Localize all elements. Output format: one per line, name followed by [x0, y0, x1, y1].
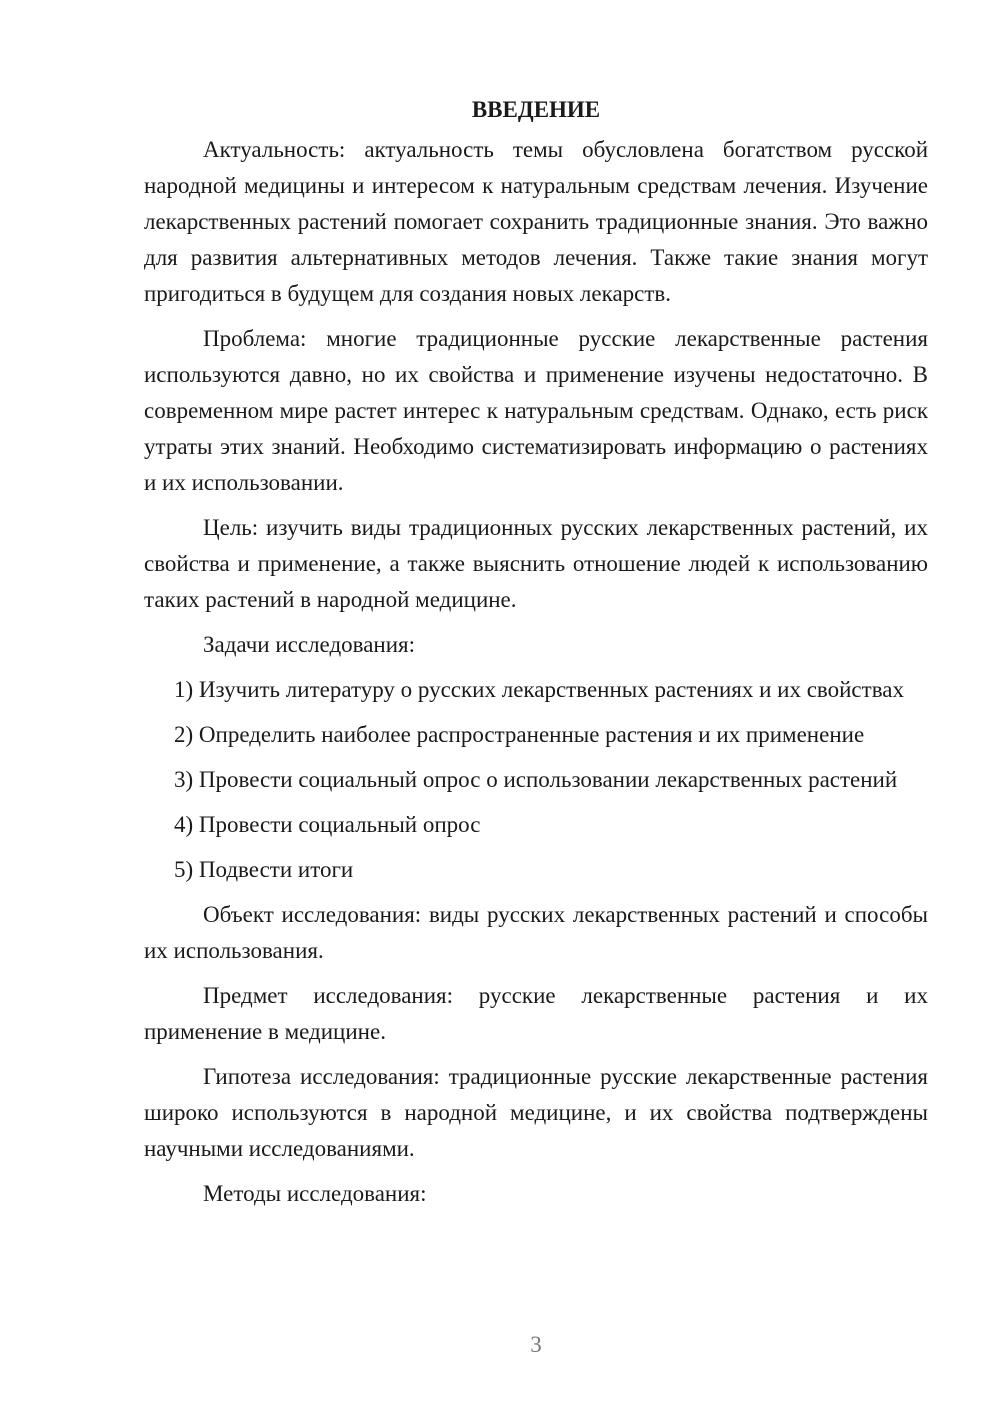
page-number: 3 — [530, 1332, 542, 1357]
task-item-5: 5) Подвести итоги — [174, 857, 354, 882]
page-content — [144, 92, 928, 1221]
paragraph-tasks-heading: Задачи исследования: — [203, 632, 416, 657]
task-item-4: 4) Провести социальный опрос — [174, 812, 481, 837]
paragraph-problem: Проблема: многие традиционные русские лекарственные растения используются давно, но их свойства и применение изучены недостаточно. В современном мире растет интерес к натуральным средствам. Однако, есть риск утраты этих знаний. Необходимо систематизировать информацию о растениях и их использовании. — [144, 326, 928, 495]
paragraph-object: Объект исследования: виды русских лекарственных растений и способы их использования. — [144, 902, 928, 963]
section-title: ВВЕДЕНИЕ — [471, 97, 601, 122]
paragraph-subject: Предмет исследования: русские лекарственные растения и их применение в медицине. — [144, 983, 928, 1044]
task-item-2: 2) Определить наиболее распространенные растения и их применение — [174, 722, 865, 747]
paragraph-goal: Цель: изучить виды традиционных русских лекарственных растений, их свойства и применение, а также выяснить отношение людей к использованию таких растений в народной медицине. — [144, 515, 928, 612]
paragraph-relevance: Актуальность: актуальность темы обусловлена богатством русской народной медицины и интересом к натуральным средствам лечения. Изучение лекарственных растений помогает сохранить традиционные знания. Это важно для развития альтернативных методов лечения. Также такие знания могут пригодиться в будущем для создания новых лекарств. — [144, 137, 928, 306]
paragraph-methods: Методы исследования: — [203, 1181, 427, 1206]
task-item-1: 1) Изучить литературу о русских лекарственных растениях и их свойствах — [174, 677, 904, 702]
paragraph-hypothesis: Гипотеза исследования: традиционные русские лекарственные растения широко используются в народной медицине, и их свойства подтверждены научными исследованиями. — [144, 1064, 928, 1161]
task-item-3: 3) Провести социальный опрос о использовании лекарственных растений — [174, 767, 898, 792]
